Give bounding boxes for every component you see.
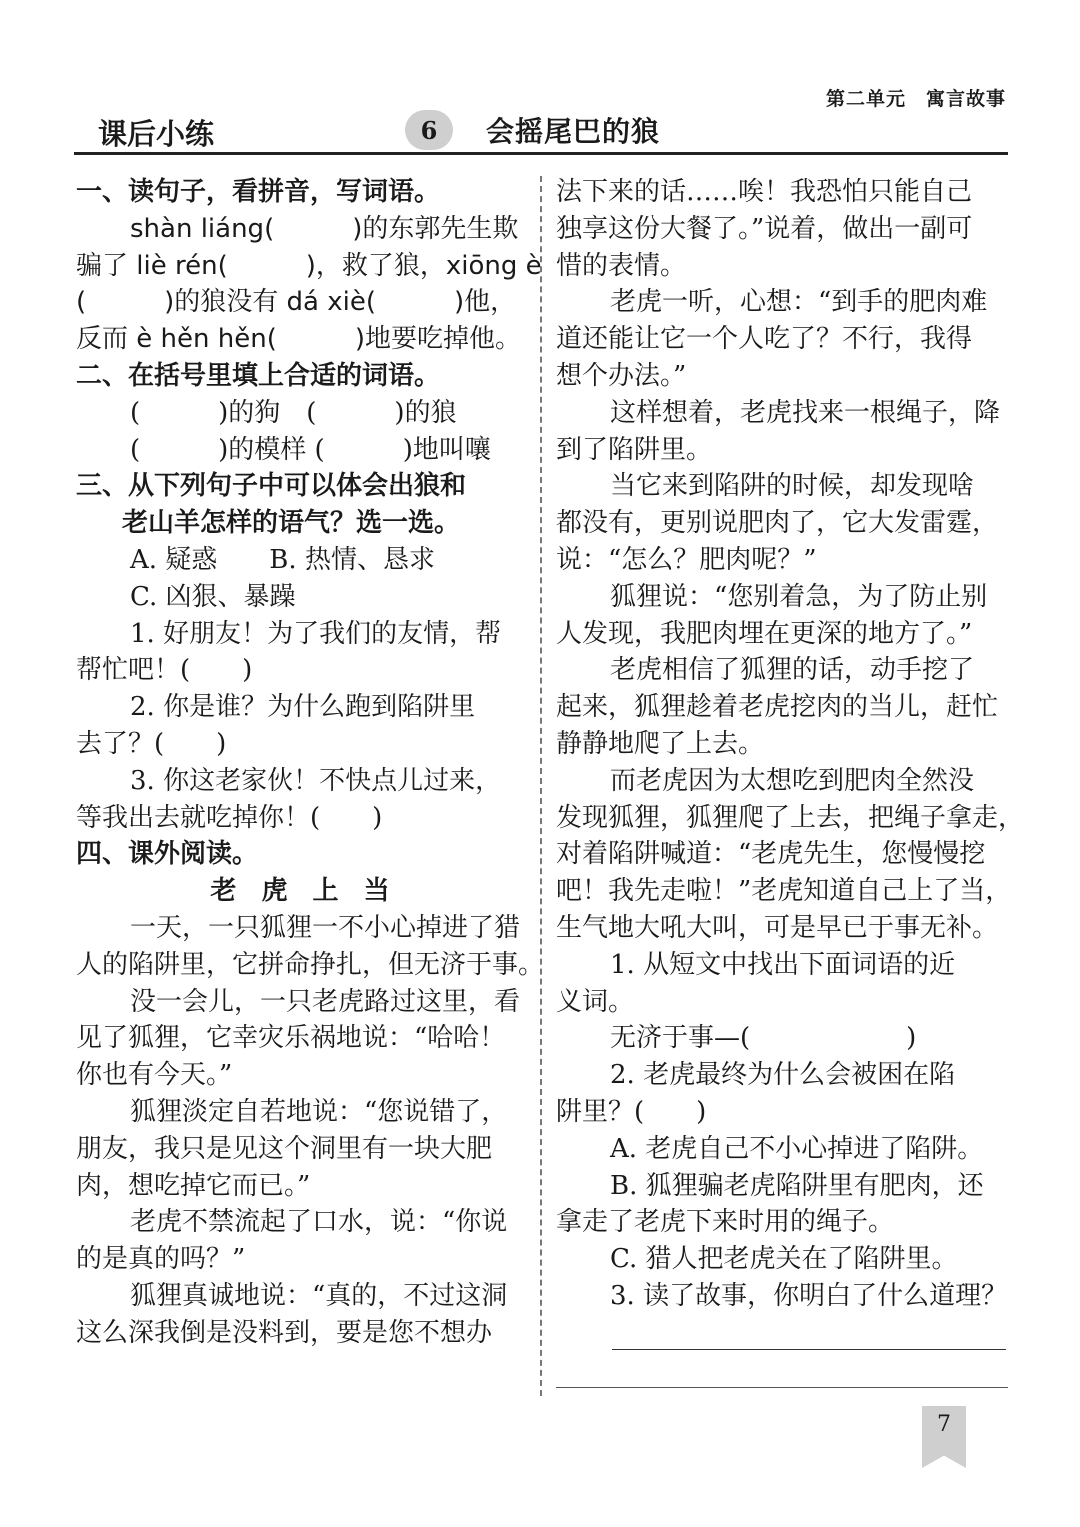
sentence-item: 2. 你是谁？为什么跑到陷阱里 [130,692,476,723]
lesson-number-badge: 6 [405,110,453,150]
reading-question: 阱里？( ) [556,1096,707,1127]
story-paragraph-line: 都没有，更别说肥肉了，它大发雷霆， [556,508,999,539]
sentence-item: 1. 好朋友！为了我们的友情，帮 [130,618,502,649]
reading-question: 2. 老虎最终为什么会被困在陷 [610,1060,956,1091]
story-paragraph-line: 惜的表情。 [556,250,687,281]
story-paragraph-line: 这样想着，老虎找来一根绳子，降 [610,397,1001,428]
story-paragraph-line: 独享这份大餐了。”说着，做出一副可 [556,213,973,244]
story-paragraph-line: 肉，想吃掉它而已。” [76,1170,311,1201]
answer-writing-line [612,1349,1006,1350]
story-paragraph-line: 人的陷阱里，它拼命挣扎，但无济于事。 [76,949,545,980]
answer-option: C. 猎人把老虎关在了陷阱里。 [610,1244,958,1275]
question-4-heading: 四、课外阅读。 [76,839,259,870]
story-paragraph-line: 狐狸真诚地说：“真的，不过这洞 [130,1280,508,1311]
reading-question: 1. 从短文中找出下面词语的近 [610,949,956,980]
column-divider [540,176,542,1396]
right-column [556,174,1025,1315]
reading-question: 3. 读了故事，你明白了什么道理？ [610,1280,1008,1311]
question-2-heading: 二、在括号里填上合适的词语。 [76,360,441,391]
sentence-item: 等我出去就吃掉你！( ) [76,802,383,833]
story-paragraph-line: 人发现，我肥肉埋在更深的地方了。” [556,618,973,649]
story-paragraph-line: 老虎不禁流起了口水，说：“你说 [130,1207,508,1238]
story-title: 老 虎 上 当 [210,876,398,907]
story-paragraph-line: 老虎相信了狐狸的话，动手挖了 [610,655,975,686]
synonym-blank: 无济于事—( ) [610,1023,917,1054]
story-paragraph-line: 你也有今天。” [76,1060,233,1091]
story-paragraph-line: 说：“怎么？肥肉呢？” [556,544,817,575]
story-paragraph-line: 狐狸说：“您别着急，为了防止别 [610,581,988,612]
unit-label: 第二单元 寓言故事 [825,88,1006,110]
question-2-line: ( )的模样 ( )地叫嚷 [130,434,491,465]
bottom-rule [556,1387,1008,1388]
answer-option: A. 老虎自己不小心掉进了陷阱。 [610,1133,984,1164]
sentence-item: 去了？( ) [76,728,227,759]
story-paragraph-line: 想个办法。” [556,360,687,391]
story-paragraph-line: 静静地爬了上去。 [556,728,765,759]
question-1-heading: 一、读句子，看拼音，写词语。 [76,177,441,207]
question-1-line: shàn liáng( )的东郭先生欺 [130,213,519,244]
story-paragraph-line: 见了狐狸，它幸灾乐祸地说：“哈哈！ [76,1023,506,1054]
story-paragraph-line: 吧！我先走啦！”老虎知道自己上了当， [556,876,1012,907]
story-paragraph-line: 老虎一听，心想：“到手的肥肉难 [610,287,988,318]
question-3-heading: 三、从下列句子中可以体会出狼和 [76,471,467,502]
story-paragraph-line: 对着陷阱喊道：“老虎先生，您慢慢挖 [556,839,986,870]
story-paragraph-line: 没一会儿，一只老虎路过这里，看 [130,986,521,1017]
story-paragraph-line: 一天，一只狐狸一不小心掉进了猎 [130,912,521,943]
option-line: C. 凶狠、暴躁 [130,581,296,612]
sentence-item: 帮忙吧！( ) [76,655,253,686]
page-number: 7 [937,1412,951,1437]
sentence-item: 3. 你这老家伙！不快点儿过来， [130,765,502,796]
lesson-title: 会摇尾巴的狼 [486,115,661,148]
story-paragraph-line: 发现狐狸，狐狸爬了上去，把绳子拿走， [556,802,1025,833]
question-1-line: ( )的狼没有 dá xiè( )他， [76,287,517,318]
question-1-line: 反而 è hěn hěn( )地要吃掉他。 [76,324,521,355]
story-paragraph-line: 生气地大吼大叫，可是早已于事无补。 [556,912,999,943]
story-paragraph-line: 朋友，我只是见这个洞里有一块大肥 [76,1133,493,1164]
story-paragraph-line: 法下来的话……唉！我恐怕只能自己 [556,177,973,207]
answer-option: B. 狐狸骗老虎陷阱里有肥肉，还 [610,1170,984,1201]
story-paragraph-line: 道还能让它一个人吃了？不行，我得 [556,324,973,355]
story-paragraph-line: 的是真的吗？” [76,1244,246,1275]
question-1-line: 骗了 liè rén( )，救了狼，xiōng è [76,250,542,281]
reading-question: 义词。 [556,986,635,1017]
left-column [76,174,545,1352]
answer-option: 拿走了老虎下来时用的绳子。 [556,1207,895,1238]
question-3-heading-cont: 老山羊怎样的语气？选一选。 [122,508,461,539]
story-paragraph-line: 当它来到陷阱的时候，却发现啥 [610,471,975,502]
story-paragraph-line: 到了陷阱里。 [556,434,713,465]
option-line: A. 疑惑 B. 热情、恳求 [130,544,435,575]
story-paragraph-line: 而老虎因为太想吃到肥肉全然没 [610,765,975,796]
header-rule [74,152,1008,155]
story-paragraph-line: 狐狸淡定自若地说：“您说错了， [130,1096,508,1127]
section-title: 课后小练 [98,117,215,151]
story-paragraph-line: 这么深我倒是没料到，要是您不想办 [76,1317,493,1348]
story-paragraph-line: 起来，狐狸趁着老虎挖肉的当儿，赶忙 [556,692,999,723]
question-2-line: ( )的狗 ( )的狼 [130,397,457,428]
